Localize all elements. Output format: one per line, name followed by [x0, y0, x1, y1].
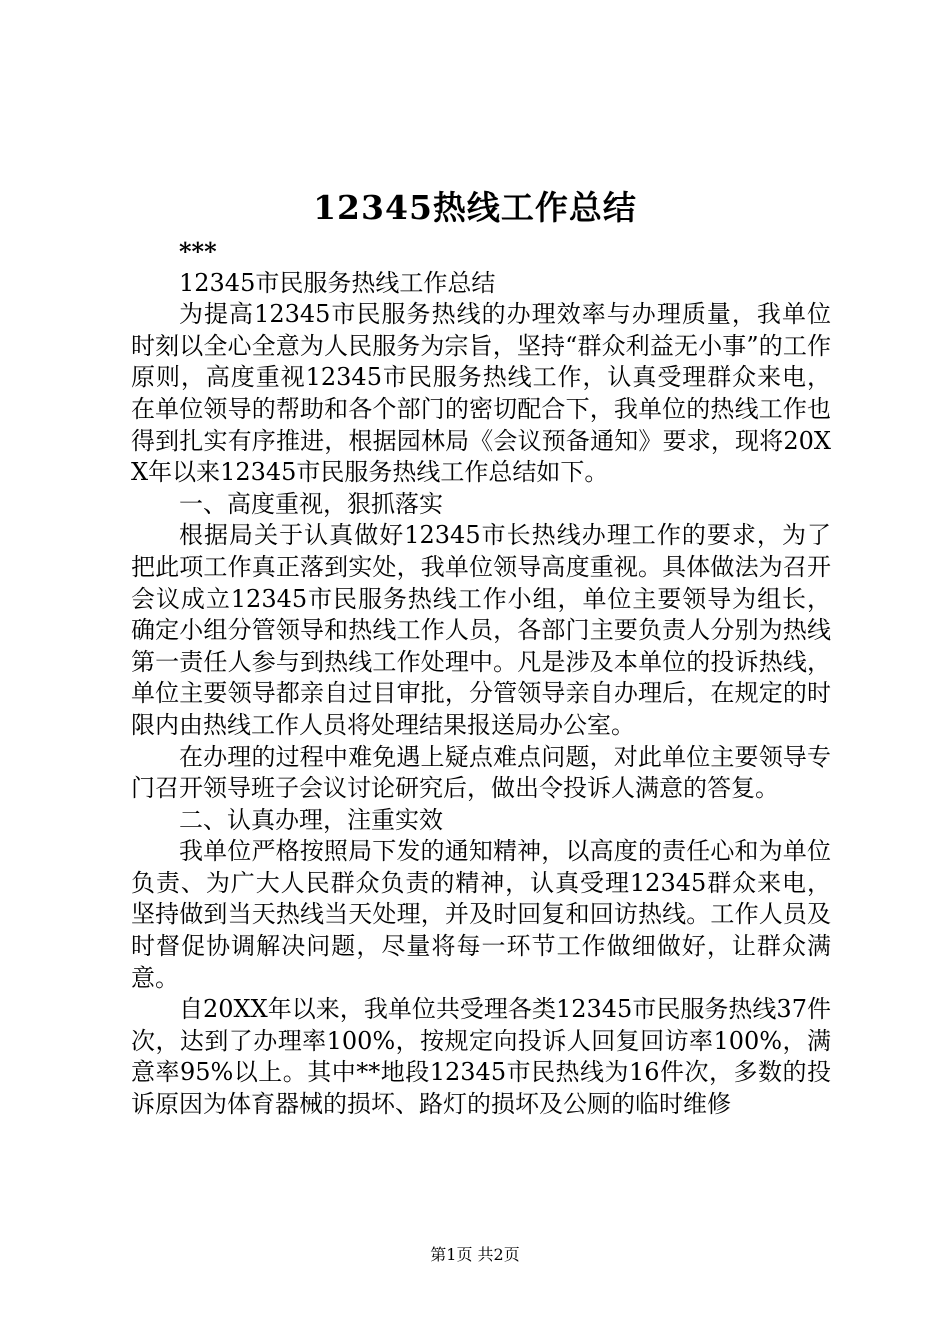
section-heading-2: 二、认真办理，注重实效: [179, 805, 443, 834]
section-2-paragraph-2: 自20XX年以来，我单位共受理各类12345市民服务热线37件次，达到了办理率100%，按规定向投诉人回复回访率100%，满意率95%以上。其中**地段12345市民热线为16件次，多数的投诉原因为体育器械的损坏、路灯的损坏及公厕的临时维修: [131, 995, 831, 1119]
section-2-paragraph-1: 我单位严格按照局下发的通知精神，以高度的责任心和为单位负责、为广大人民群众负责的精神，认真受理12345群众来电，坚持做到当天热线当天处理，并及时回复和回访热线。工作人员及时督促协调解决问题，尽量将每一环节工作做细做好，让群众满意。: [131, 837, 831, 992]
subtitle-paragraph: 12345市民服务热线工作总结: [179, 268, 496, 297]
section-heading-1: 一、高度重视，狠抓落实: [179, 489, 443, 518]
section-1-paragraph-2: 在办理的过程中难免遇上疑点难点问题，对此单位主要领导专门召开领导班子会议讨论研究后，做出令投诉人满意的答复。: [131, 742, 831, 803]
author-placeholder: ***: [179, 237, 217, 266]
document-body: [131, 236, 831, 1121]
intro-paragraph: 为提高12345市民服务热线的办理效率与办理质量，我单位时刻以全心全意为人民服务为宗旨，坚持“群众利益无小事”的工作原则，高度重视12345市民服务热线工作，认真受理群众来电，在单位领导的帮助和各个部门的密切配合下，我单位的热线工作也得到扎实有序推进，根据园林局《会议预备通知》要求，现将20XX年以来12345市民服务热线工作总结如下。: [131, 300, 831, 487]
page-footer: 第1页 共2页: [430, 1245, 520, 1264]
section-1-paragraph-1: 根据局关于认真做好12345市长热线办理工作的要求，为了把此项工作真正落到实处，我单位领导高度重视。具体做法为召开会议成立12345市民服务热线工作小组，单位主要领导为组长，确定小组分管领导和热线工作人员，各部门主要负责人分别为热线第一责任人参与到热线工作处理中。凡是涉及本单位的投诉热线，单位主要领导都亲自过目审批，分管领导亲自办理后，在规定的时限内由热线工作人员将处理结果报送局办公室。: [131, 521, 831, 739]
document-title: 12345热线工作总结: [313, 188, 637, 227]
